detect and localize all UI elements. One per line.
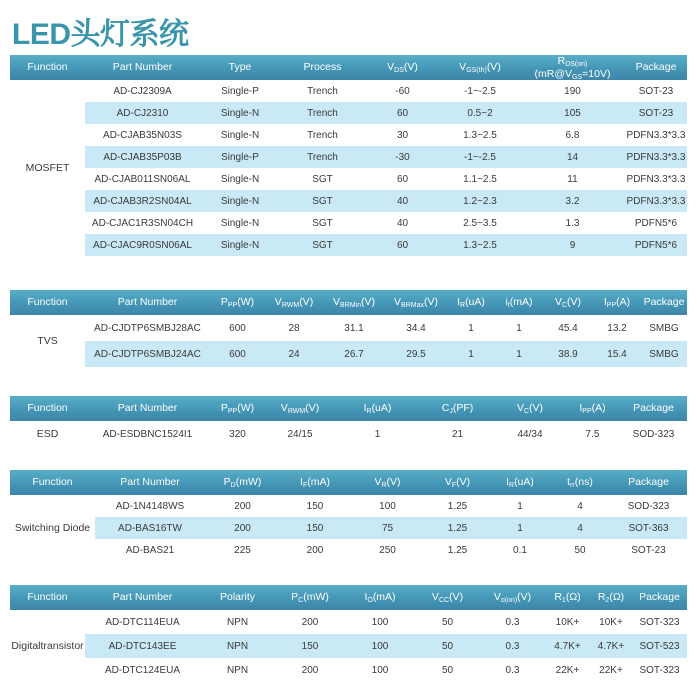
value-cell: 10K+ <box>555 616 580 628</box>
column-header: $P_D(mW)$ <box>223 476 262 490</box>
part-number-cell: AD-1N4148WS <box>115 500 185 512</box>
column-header: $t_{rr}(ns)$ <box>567 476 593 490</box>
table-body <box>85 80 687 256</box>
table-row <box>85 102 687 124</box>
column-header: $R_{DS(on)}$ $(mR@V_{GS}=10V)$ <box>534 55 611 80</box>
column-header: $P_{PP}(W)$ <box>220 402 255 416</box>
column-header: $V_C(V)$ <box>554 296 582 310</box>
value-cell: 1.3~2.5 <box>463 239 497 251</box>
value-cell: 75 <box>381 522 394 534</box>
column-header: Package <box>635 61 677 74</box>
part-number-cell: AD-DTC124EUA <box>104 664 181 676</box>
value-cell: 1.25 <box>447 522 468 534</box>
column-header: $V_{RWM}(V)$ <box>280 402 320 416</box>
value-cell: 150 <box>306 500 324 512</box>
value-cell: NPN <box>226 616 249 628</box>
value-cell: 1.3 <box>565 217 580 229</box>
table-row <box>85 168 687 190</box>
column-header: $I_F(mA)$ <box>300 476 330 490</box>
value-cell: 0.5~2 <box>467 107 493 119</box>
column-header: $V_R(V)$ <box>374 476 401 490</box>
value-cell: 100 <box>371 616 389 628</box>
value-cell: 1 <box>517 522 523 534</box>
column-header: $V_{DS}(V)$ <box>387 61 418 75</box>
value-cell: 44/34 <box>517 428 543 440</box>
table-header <box>10 396 687 421</box>
table-body-wrap <box>10 610 687 682</box>
value-cell: Single-N <box>220 129 260 141</box>
value-cell: 40 <box>396 217 409 229</box>
value-cell: 225 <box>234 544 251 556</box>
page-title: LED头灯系统 <box>12 17 189 51</box>
part-number-cell: AD-CJ2310 <box>116 107 169 119</box>
value-cell: 190 <box>564 85 581 97</box>
value-cell: 320 <box>229 428 246 440</box>
column-header: $C_J(PF)$ <box>441 402 474 416</box>
value-cell: 28 <box>288 322 300 334</box>
value-cell: 150 <box>301 640 319 652</box>
value-cell: 1 <box>516 348 522 360</box>
value-cell: SOT-23 <box>631 544 666 556</box>
part-number-cell: AD-CJ2309A <box>113 85 172 97</box>
column-header: Part Number <box>112 61 173 74</box>
value-cell: Single-N <box>220 195 260 207</box>
value-cell: 4.7K+ <box>597 640 625 652</box>
table-row <box>85 80 687 102</box>
value-cell: 1 <box>516 322 522 334</box>
value-cell: PDFN3.3*3.3 <box>626 129 686 141</box>
table-header <box>10 470 687 495</box>
value-cell: 38.9 <box>558 348 578 360</box>
column-header: Process <box>303 61 342 74</box>
value-cell: 13.2 <box>607 322 627 334</box>
value-cell: 200 <box>306 544 324 556</box>
value-cell: SMBG <box>649 322 679 334</box>
table-row <box>95 495 687 517</box>
value-cell: 7.5 <box>585 428 600 440</box>
table-body-wrap <box>10 80 687 256</box>
value-cell: 1 <box>517 500 523 512</box>
table-body <box>85 421 687 447</box>
value-cell: 0.3 <box>505 616 520 628</box>
table-row <box>85 634 687 658</box>
value-cell: SOT-23 <box>638 107 674 119</box>
value-cell: SGT <box>312 217 333 229</box>
column-header: Function <box>27 591 68 604</box>
column-header: $V_{o(on)}(V)$ <box>493 591 532 605</box>
value-cell: NPN <box>226 664 249 676</box>
value-cell: SGT <box>312 173 333 185</box>
value-cell: 100 <box>379 500 396 512</box>
column-header: Part Number <box>112 591 173 604</box>
digital-transistor-table <box>10 585 687 682</box>
value-cell: Trench <box>307 85 338 97</box>
value-cell: 24 <box>288 348 300 360</box>
value-cell: 22K+ <box>555 664 580 676</box>
value-cell: 50 <box>441 640 454 652</box>
column-header: Package <box>639 591 680 604</box>
value-cell: 4 <box>577 522 583 534</box>
table-body <box>85 315 687 367</box>
value-cell: 0.3 <box>505 664 520 676</box>
value-cell: SOT-23 <box>638 85 674 97</box>
table-row <box>85 190 687 212</box>
value-cell: 24/15 <box>287 428 313 440</box>
column-header: Function <box>27 296 68 309</box>
column-header: $V_{BRMin}(V)$ <box>332 296 376 310</box>
value-cell: Single-N <box>220 107 260 119</box>
column-header: $I_O(mA)$ <box>364 591 396 605</box>
value-cell: 14 <box>566 151 579 163</box>
column-header: Type <box>228 61 252 74</box>
value-cell: SOT-323 <box>639 664 680 676</box>
value-cell: 31.1 <box>344 322 364 334</box>
value-cell: PDFN3.3*3.3 <box>626 195 686 207</box>
value-cell: 6.8 <box>565 129 580 141</box>
value-cell: 4.7K+ <box>554 640 581 652</box>
function-cell: Digitaltransistor <box>10 610 85 682</box>
part-number-cell: AD-CJAC1R3SN04CH <box>91 217 194 229</box>
part-number-cell: AD-DTC114EUA <box>105 616 180 628</box>
value-cell: 1 <box>468 322 474 334</box>
table-row <box>85 421 687 447</box>
value-cell: Single-N <box>220 217 260 229</box>
value-cell: PDFN5*6 <box>634 239 678 251</box>
value-cell: 26.7 <box>344 348 364 360</box>
value-cell: -1~-2.5 <box>464 85 496 97</box>
value-cell: -60 <box>395 85 410 97</box>
column-header: Polarity <box>219 591 255 604</box>
value-cell: 0.3 <box>505 640 520 652</box>
table-body-wrap <box>10 315 687 367</box>
value-cell: 1 <box>468 348 474 360</box>
value-cell: 50 <box>574 544 586 556</box>
column-header: $V_{GS(th)}(V)$ <box>459 61 501 75</box>
value-cell: 1 <box>374 428 381 440</box>
column-header: $I_R(uA)$ <box>363 402 392 416</box>
column-header: $I_{PP}(A)$ <box>579 402 606 416</box>
table-header <box>10 55 687 80</box>
part-number-cell: AD-CJAC9R0SN06AL <box>93 239 192 251</box>
part-number-cell: AD-DTC143EE <box>108 640 177 652</box>
table-row <box>85 234 687 256</box>
value-cell: 60 <box>396 173 409 185</box>
value-cell: 1.25 <box>447 500 468 512</box>
value-cell: 200 <box>301 616 319 628</box>
column-header: Function <box>32 476 73 489</box>
value-cell: -30 <box>395 151 410 163</box>
column-header: $I_{PP}(A)$ <box>603 296 631 310</box>
value-cell: Single-P <box>221 85 259 97</box>
value-cell: 21 <box>451 428 464 440</box>
table-row <box>85 658 687 682</box>
column-header: Package <box>643 296 685 309</box>
function-cell: MOSFET <box>10 80 85 256</box>
column-header: Part Number <box>117 296 178 309</box>
value-cell: 105 <box>564 107 581 119</box>
value-cell: 3.2 <box>565 195 580 207</box>
column-header: $i_t(mA)$ <box>505 296 533 310</box>
column-header: $P_{PP}(W)$ <box>220 296 255 310</box>
column-header: Package <box>628 476 669 489</box>
table-row <box>85 212 687 234</box>
value-cell: SOT-323 <box>639 616 680 628</box>
value-cell: 40 <box>396 195 409 207</box>
value-cell: 200 <box>301 664 319 676</box>
table-row <box>95 517 687 539</box>
value-cell: SOD-323 <box>632 428 675 440</box>
tvs-table <box>10 290 687 367</box>
table-row <box>95 539 687 561</box>
value-cell: 200 <box>234 522 251 534</box>
value-cell: 50 <box>441 616 454 628</box>
table-body-wrap <box>10 495 687 561</box>
column-header: $V_{BRMax}(V)$ <box>394 296 438 310</box>
table-body <box>85 610 687 682</box>
column-header: $P_C(mW)$ <box>291 591 329 605</box>
value-cell: 2.5~3.5 <box>463 217 497 229</box>
value-cell: 1.1~2.5 <box>463 173 497 185</box>
table-row <box>85 610 687 634</box>
value-cell: 45.4 <box>558 322 578 334</box>
table-header <box>10 585 687 610</box>
value-cell: Trench <box>307 151 338 163</box>
value-cell: SGT <box>312 195 333 207</box>
value-cell: 1.3~2.5 <box>463 129 497 141</box>
column-header: Part Number <box>117 402 178 415</box>
part-number-cell: AD-CJAB35N03S <box>103 129 182 141</box>
mosfet-table <box>10 55 687 256</box>
value-cell: SMBG <box>649 348 679 360</box>
column-header: $V_F(V)$ <box>444 476 471 490</box>
value-cell: 30 <box>396 129 409 141</box>
column-header: $I_R(uA)$ <box>506 476 534 490</box>
table-body-wrap <box>10 421 687 447</box>
value-cell: Trench <box>307 129 338 141</box>
value-cell: 150 <box>306 522 324 534</box>
value-cell: SOT-523 <box>639 640 680 652</box>
column-header: $V_{RWM}(V)$ <box>274 296 314 310</box>
value-cell: 250 <box>379 544 396 556</box>
column-header: $R_1(\Omega)$ <box>554 591 581 605</box>
function-cell: ESD <box>10 421 85 447</box>
part-number-cell: AD-CJAB011SN06AL <box>94 173 191 185</box>
value-cell: 29.5 <box>406 348 426 360</box>
column-header: Part Number <box>120 476 180 489</box>
value-cell: 4 <box>577 500 583 512</box>
value-cell: 200 <box>234 500 251 512</box>
value-cell: 0.1 <box>513 544 527 556</box>
value-cell: 100 <box>371 640 389 652</box>
table-header <box>10 290 687 315</box>
value-cell: 1.2~2.3 <box>463 195 497 207</box>
value-cell: 60 <box>396 107 409 119</box>
value-cell: 100 <box>371 664 389 676</box>
value-cell: Single-N <box>220 173 260 185</box>
value-cell: 600 <box>229 322 246 334</box>
esd-table <box>10 396 687 447</box>
part-number-cell: AD-ESDBNC1524I1 <box>102 428 193 440</box>
part-number-cell: AD-CJAB35P03B <box>103 151 182 163</box>
switching-diode-table <box>10 470 687 561</box>
value-cell: 15.4 <box>607 348 627 360</box>
value-cell: 50 <box>441 664 454 676</box>
column-header: $R_2(\Omega)$ <box>597 591 625 605</box>
value-cell: 60 <box>396 239 409 251</box>
column-header: Function <box>27 61 68 74</box>
part-number-cell: AD-CJDTP6SMBJ24AC <box>94 348 201 360</box>
part-number-cell: AD-BAS16TW <box>118 522 182 534</box>
value-cell: 22K+ <box>599 664 623 676</box>
part-number-cell: AD-BAS21 <box>125 544 175 556</box>
table-body <box>95 495 687 561</box>
table-row <box>85 124 687 146</box>
value-cell: PDFN3.3*3.3 <box>626 151 686 163</box>
column-header: Function <box>27 402 68 415</box>
function-cell: Switching Diode <box>10 495 95 561</box>
value-cell: 11 <box>567 173 578 185</box>
table-row <box>85 341 687 367</box>
value-cell: PDFN5*6 <box>634 217 678 229</box>
value-cell: 10K+ <box>599 616 623 628</box>
value-cell: SOT-363 <box>628 522 669 534</box>
part-number-cell: AD-CJDTP6SMBJ28AC <box>94 322 201 334</box>
column-header: Package <box>633 402 674 415</box>
part-number-cell: AD-CJAB3R2SN04AL <box>93 195 192 207</box>
table-row <box>85 146 687 168</box>
value-cell: 34.4 <box>406 322 426 334</box>
value-cell: Single-N <box>220 239 260 251</box>
value-cell: SGT <box>312 239 333 251</box>
column-header: $V_{CC}(V)$ <box>431 591 464 605</box>
value-cell: NPN <box>226 640 249 652</box>
value-cell: SOD-323 <box>627 500 670 512</box>
table-row <box>85 315 687 341</box>
column-header: $I_R(uA)$ <box>457 296 485 310</box>
column-header: $V_C(V)$ <box>516 402 544 416</box>
value-cell: Single-P <box>221 151 259 163</box>
value-cell: Trench <box>307 107 338 119</box>
value-cell: 1.25 <box>447 544 468 556</box>
function-cell: TVS <box>10 315 85 367</box>
value-cell: 9 <box>569 239 576 251</box>
value-cell: 600 <box>229 348 246 360</box>
value-cell: PDFN3.3*3.3 <box>626 173 686 185</box>
value-cell: -1~-2.5 <box>464 151 496 163</box>
